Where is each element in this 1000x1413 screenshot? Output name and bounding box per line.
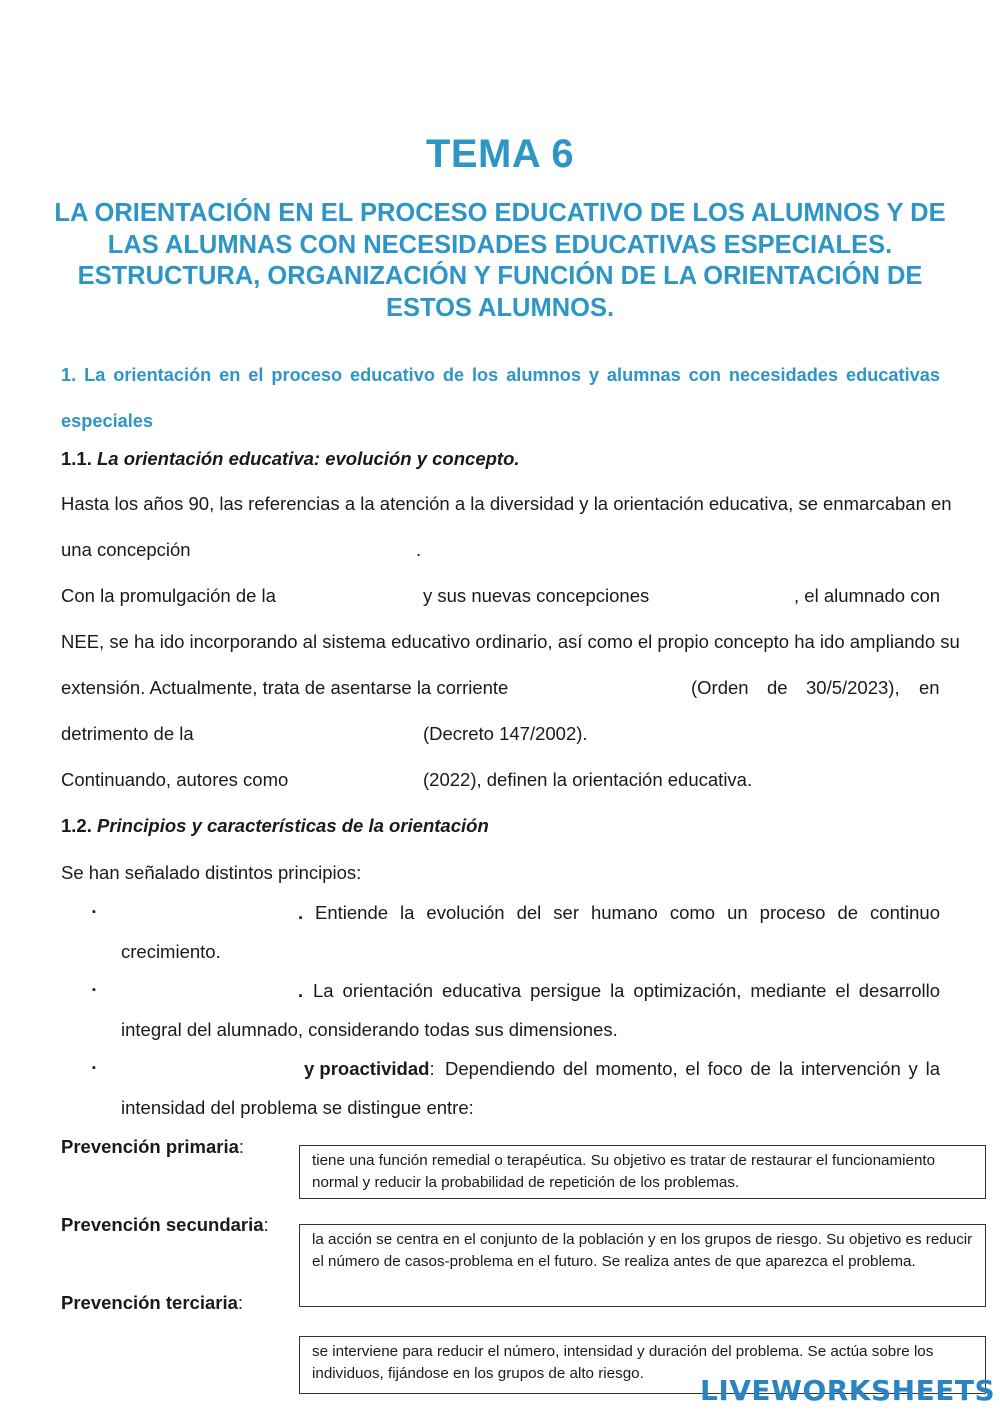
prevention-terciaria-label xyxy=(61,1291,243,1315)
paragraph-line: una concepción xyxy=(61,539,191,560)
paragraph-text: Continuando, autores como xyxy=(61,769,289,790)
bullet-icon: ▪ xyxy=(92,984,96,996)
answer-box-1[interactable]: tiene una función remedial o terapéutica. Su objetivo es tratar de restaurar el funcionamiento normal y reducir la probabilidad de repetición de los problemas. xyxy=(299,1145,986,1199)
answer-box-3[interactable]: se interviene para reducir el número, intensidad y duración del problema. Se actúa sobre los individuos, fijándose en los grupos de alto riesgo. xyxy=(299,1336,986,1394)
subsection-title: La orientación educativa: evolución y concepto. xyxy=(97,448,520,469)
bullet-icon: ▪ xyxy=(92,906,96,918)
paragraph-text: (Decreto 147/2002). xyxy=(423,723,588,744)
paragraph-text: , el alumnado con xyxy=(794,585,941,606)
prevention-name: Prevención secundaria xyxy=(61,1214,264,1235)
subtitle-line: ESTRUCTURA, ORGANIZACIÓN Y FUNCIÓN DE LA ORIENTACIÓN DE xyxy=(77,262,923,290)
bullet-lead: y proactividad xyxy=(304,1058,430,1079)
bullet-text: crecimiento. xyxy=(121,941,221,962)
bullet-colon: : xyxy=(429,1058,435,1079)
prevention-colon: : xyxy=(263,1214,269,1235)
prevention-name: Prevención primaria xyxy=(61,1136,239,1157)
bullet-icon: ▪ xyxy=(92,1062,96,1074)
subsection-number: 1.1. xyxy=(61,448,92,469)
liveworksheets-logo xyxy=(696,1372,996,1408)
bullet-text: intensidad del problema se distingue entre: xyxy=(121,1097,474,1118)
subtitle-line: ESTOS ALUMNOS. xyxy=(385,293,615,322)
subsection-1-1-heading xyxy=(61,447,520,471)
prevention-primaria-label xyxy=(61,1135,244,1159)
paragraph-line: NEE, se ha ido incorporando al sistema educativo ordinario, así como el propio concepto ha ido ampliando su xyxy=(61,631,960,652)
paragraph-text: detrimento de la xyxy=(61,723,194,744)
answer-box-2[interactable]: la acción se centra en el conjunto de la población y en los grupos de riesgo. Su objetivo es reducir el número de casos-problema en el futuro. Se realiza antes de que aparezca el problema. xyxy=(299,1224,986,1307)
paragraph-text: Con la promulgación de la xyxy=(61,585,276,606)
paragraph-text: (2022), definen la orientación educativa. xyxy=(423,769,753,790)
bullet-text: Dependiendo del momento, el foco de la intervención y la xyxy=(445,1058,940,1079)
bullet-text: La orientación educativa persigue la optimización, mediante el desarrollo xyxy=(313,980,940,1001)
subsection-title: Principios y características de la orientación xyxy=(97,815,489,836)
bullet-text: integral del alumnado, considerando todas sus dimensiones. xyxy=(121,1019,618,1040)
subtitle-line: LAS ALUMNAS CON NECESIDADES EDUCATIVAS ESPECIALES. xyxy=(107,230,893,259)
subtitle-line: LA ORIENTACIÓN EN EL PROCESO EDUCATIVO DE LOS ALUMNOS Y DE xyxy=(54,199,946,227)
principles-intro: Se han señalado distintos principios: xyxy=(61,862,362,883)
logo-text: LIVEWORKSHEETS xyxy=(700,1373,996,1407)
subsection-1-2-heading xyxy=(61,814,489,838)
prevention-colon: : xyxy=(238,1136,245,1157)
paragraph-text: en xyxy=(919,677,940,698)
section-1-heading: 1. La orientación en el proceso educativo de los alumnos y alumnas con necesidades educativas especiales xyxy=(61,365,940,431)
paragraph-text: extensión. Actualmente, trata de asentarse la corriente xyxy=(61,677,509,698)
prevention-colon: : xyxy=(237,1292,244,1313)
bullet-lead: . xyxy=(298,902,304,923)
bullet-lead: . xyxy=(298,980,304,1001)
bullet-text: Entiende la evolución del ser humano como un proceso de continuo xyxy=(315,902,940,923)
document-subtitle xyxy=(50,198,950,324)
subsection-number: 1.2. xyxy=(61,815,92,836)
paragraph-period: . xyxy=(416,539,422,560)
bullet-lead-group xyxy=(304,1057,435,1081)
prevention-name: Prevención terciaria xyxy=(61,1292,238,1313)
paragraph-text: 30/5/2023), xyxy=(806,677,900,698)
paragraph-text: (Orden xyxy=(691,677,749,698)
prevention-secundaria-label xyxy=(61,1213,269,1237)
document-title: TEMA 6 xyxy=(425,132,575,176)
paragraph-text: de xyxy=(767,677,788,698)
paragraph-line: Hasta los años 90, las referencias a la atención a la diversidad y la orientación educativa, se enmarcaban en xyxy=(61,493,952,514)
paragraph-text: y sus nuevas concepciones xyxy=(423,585,650,606)
